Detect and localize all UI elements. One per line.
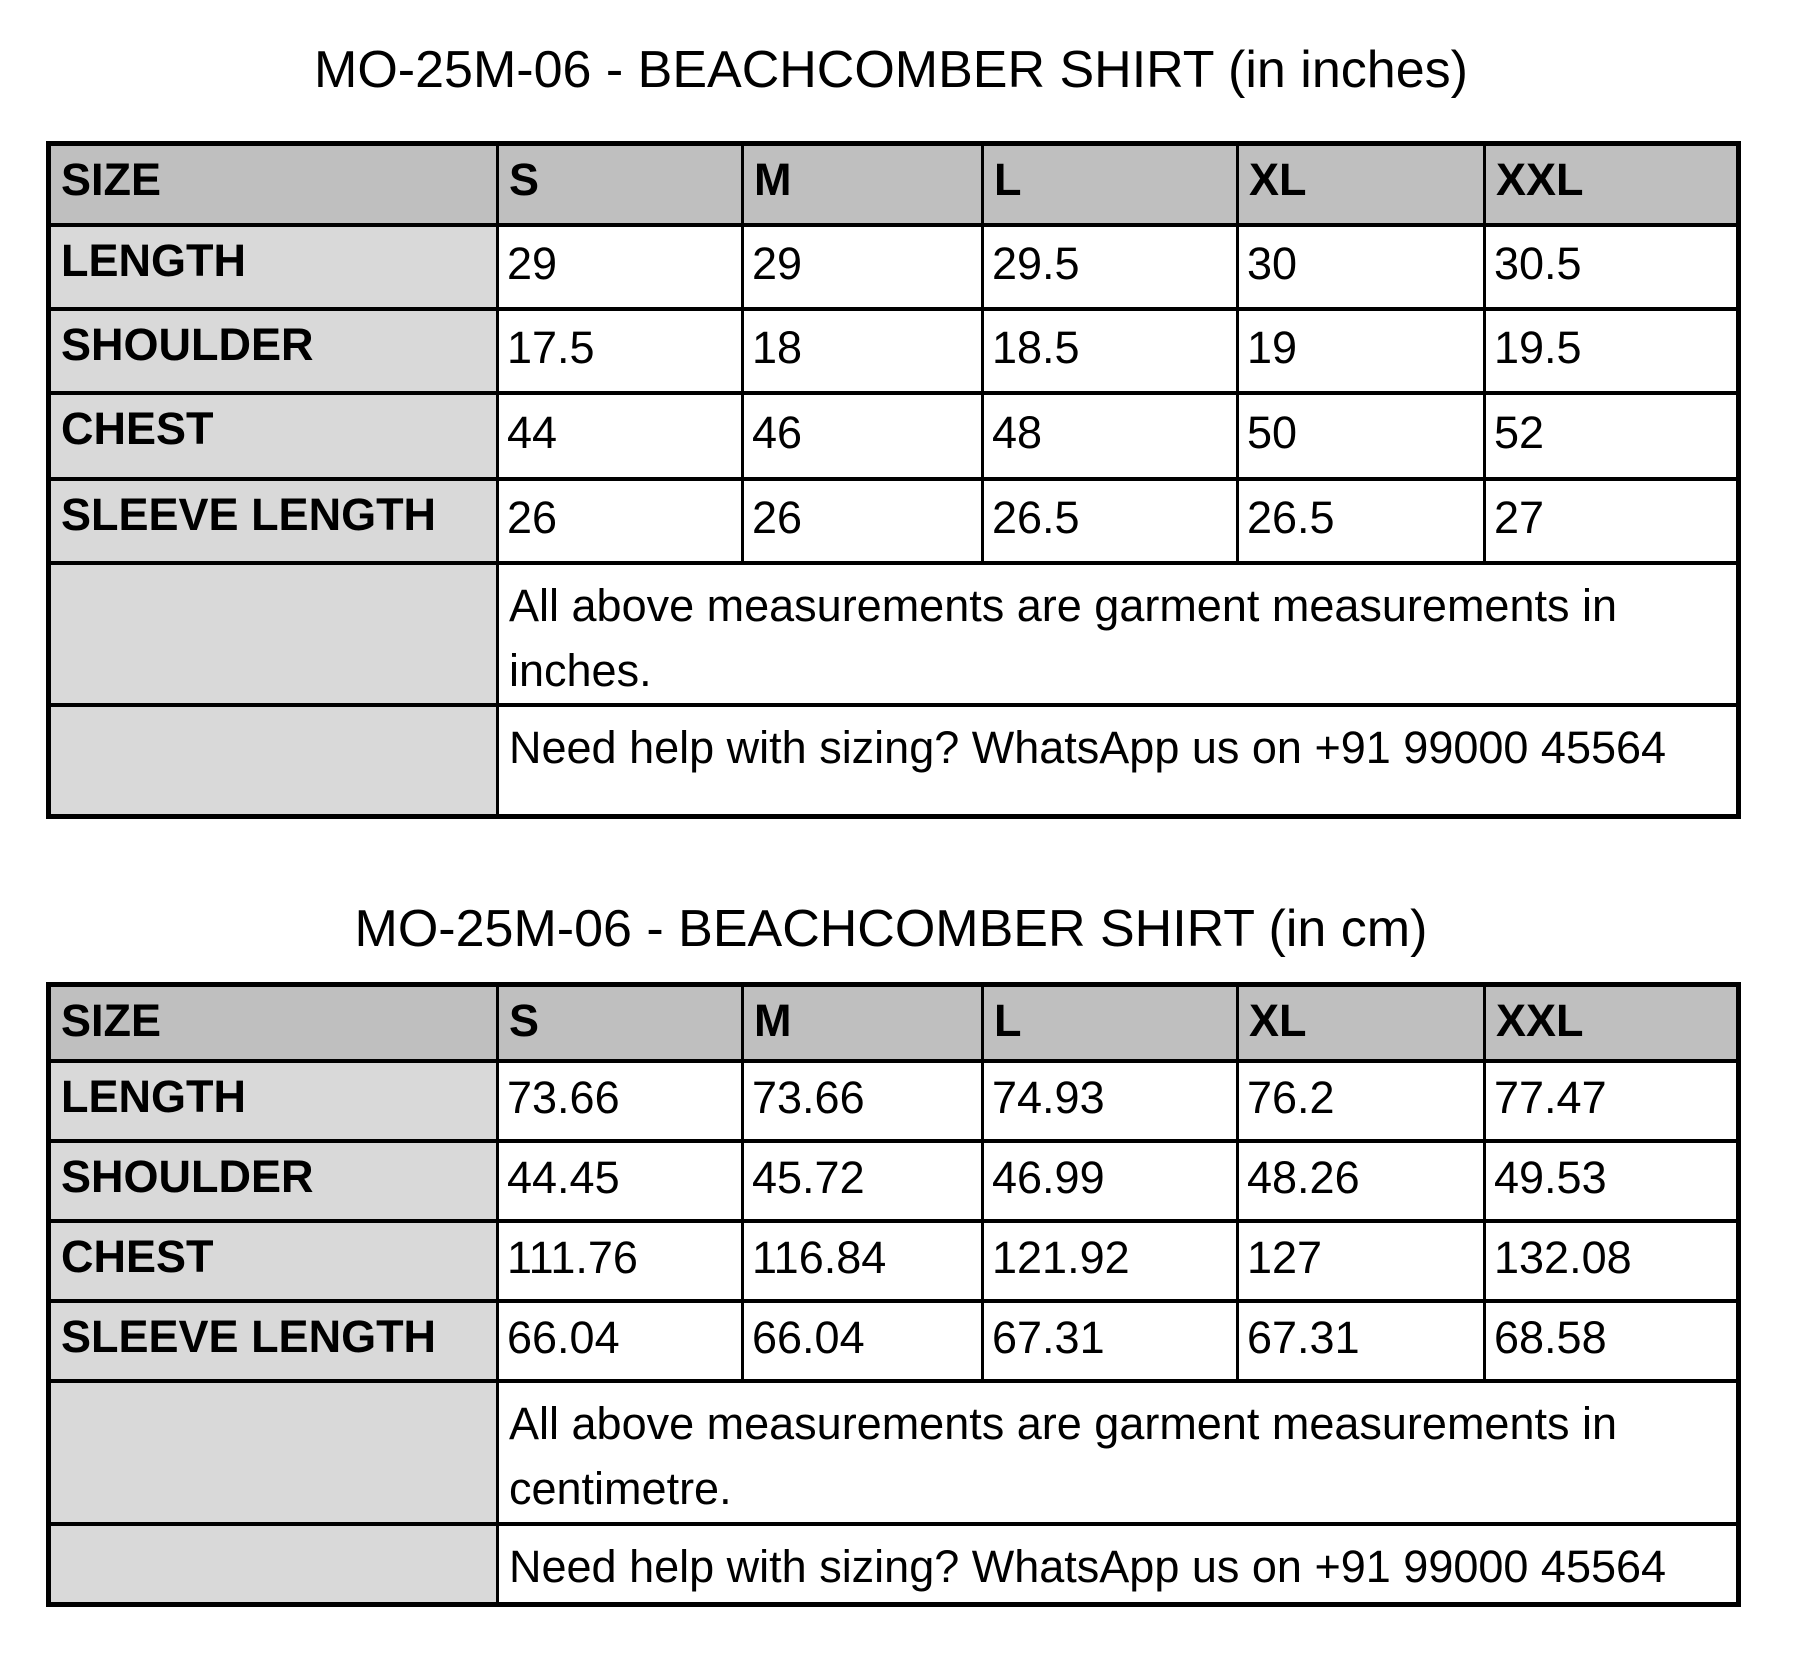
value-cell: 73.66 bbox=[498, 1061, 743, 1141]
header-cell-m: M bbox=[743, 144, 983, 225]
value-cell: 26 bbox=[498, 479, 743, 563]
value-cell: 74.93 bbox=[983, 1061, 1238, 1141]
header-cell-s: S bbox=[498, 144, 743, 225]
value-cell: 49.53 bbox=[1485, 1141, 1739, 1221]
value-cell: 76.2 bbox=[1238, 1061, 1485, 1141]
row-label: SHOULDER bbox=[49, 309, 498, 393]
value-cell: 66.04 bbox=[498, 1301, 743, 1381]
value-cell: 111.76 bbox=[498, 1221, 743, 1301]
empty-label-cell bbox=[49, 563, 498, 706]
value-cell: 46 bbox=[743, 393, 983, 479]
header-row bbox=[49, 144, 1739, 225]
header-cell-l: L bbox=[983, 144, 1238, 225]
chart-title-cm: MO-25M-06 - BEACHCOMBER SHIRT (in cm) bbox=[354, 899, 1428, 958]
note-row-units bbox=[49, 563, 1739, 706]
header-cell-xl: XL bbox=[1238, 144, 1485, 225]
note-row-whatsapp bbox=[49, 705, 1739, 816]
value-cell: 17.5 bbox=[498, 309, 743, 393]
empty-label-cell bbox=[49, 1381, 498, 1524]
value-cell: 29 bbox=[498, 225, 743, 309]
table-row-chest bbox=[49, 393, 1739, 479]
empty-label-cell bbox=[49, 1524, 498, 1605]
table-row-sleeve-length bbox=[49, 479, 1739, 563]
value-cell: 26.5 bbox=[983, 479, 1238, 563]
value-cell: 127 bbox=[1238, 1221, 1485, 1301]
table-row-shoulder bbox=[49, 309, 1739, 393]
table-row-sleeve-length bbox=[49, 1301, 1739, 1381]
size-chart-sheet bbox=[46, 40, 1736, 1607]
empty-label-cell bbox=[49, 705, 498, 816]
value-cell: 18 bbox=[743, 309, 983, 393]
row-label: SLEEVE LENGTH bbox=[49, 1301, 498, 1381]
note-row-units bbox=[49, 1381, 1739, 1524]
value-cell: 48.26 bbox=[1238, 1141, 1485, 1221]
value-cell: 30 bbox=[1238, 225, 1485, 309]
size-chart-table-cm bbox=[46, 982, 1741, 1608]
row-label: SHOULDER bbox=[49, 1141, 498, 1221]
header-row bbox=[49, 984, 1739, 1061]
note-cell-units: All above measurements are garment measurements in inches. bbox=[498, 563, 1739, 706]
value-cell: 18.5 bbox=[983, 309, 1238, 393]
table-row-shoulder bbox=[49, 1141, 1739, 1221]
value-cell: 73.66 bbox=[743, 1061, 983, 1141]
value-cell: 45.72 bbox=[743, 1141, 983, 1221]
value-cell: 50 bbox=[1238, 393, 1485, 479]
header-cell-m: M bbox=[743, 984, 983, 1061]
header-cell-xl: XL bbox=[1238, 984, 1485, 1061]
size-chart-table-inches bbox=[46, 141, 1741, 819]
note-row-whatsapp bbox=[49, 1524, 1739, 1605]
value-cell: 132.08 bbox=[1485, 1221, 1739, 1301]
value-cell: 19.5 bbox=[1485, 309, 1739, 393]
row-label: SLEEVE LENGTH bbox=[49, 479, 498, 563]
table-row-chest bbox=[49, 1221, 1739, 1301]
value-cell: 67.31 bbox=[1238, 1301, 1485, 1381]
row-label: CHEST bbox=[49, 1221, 498, 1301]
value-cell: 52 bbox=[1485, 393, 1739, 479]
header-cell-size: SIZE bbox=[49, 984, 498, 1061]
chart-title-inches: MO-25M-06 - BEACHCOMBER SHIRT (in inches) bbox=[314, 41, 1468, 99]
header-cell-xxl: XXL bbox=[1485, 144, 1739, 225]
value-cell: 77.47 bbox=[1485, 1061, 1739, 1141]
value-cell: 46.99 bbox=[983, 1141, 1238, 1221]
value-cell: 29 bbox=[743, 225, 983, 309]
note-cell-units: All above measurements are garment measurements in centimetre. bbox=[498, 1381, 1739, 1524]
value-cell: 66.04 bbox=[743, 1301, 983, 1381]
value-cell: 27 bbox=[1485, 479, 1739, 563]
value-cell: 19 bbox=[1238, 309, 1485, 393]
value-cell: 48 bbox=[983, 393, 1238, 479]
value-cell: 30.5 bbox=[1485, 225, 1739, 309]
value-cell: 116.84 bbox=[743, 1221, 983, 1301]
header-cell-size: SIZE bbox=[49, 144, 498, 225]
row-label: LENGTH bbox=[49, 225, 498, 309]
value-cell: 26.5 bbox=[1238, 479, 1485, 563]
note-cell-whatsapp: Need help with sizing? WhatsApp us on +91 99000 45564 bbox=[498, 705, 1739, 816]
row-label: LENGTH bbox=[49, 1061, 498, 1141]
table-row-length bbox=[49, 225, 1739, 309]
value-cell: 68.58 bbox=[1485, 1301, 1739, 1381]
value-cell: 121.92 bbox=[983, 1221, 1238, 1301]
header-cell-s: S bbox=[498, 984, 743, 1061]
row-label: CHEST bbox=[49, 393, 498, 479]
value-cell: 67.31 bbox=[983, 1301, 1238, 1381]
value-cell: 44.45 bbox=[498, 1141, 743, 1221]
value-cell: 29.5 bbox=[983, 225, 1238, 309]
table-row-length bbox=[49, 1061, 1739, 1141]
header-cell-l: L bbox=[983, 984, 1238, 1061]
value-cell: 26 bbox=[743, 479, 983, 563]
value-cell: 44 bbox=[498, 393, 743, 479]
header-cell-xxl: XXL bbox=[1485, 984, 1739, 1061]
note-cell-whatsapp: Need help with sizing? WhatsApp us on +91 99000 45564 bbox=[498, 1524, 1739, 1605]
